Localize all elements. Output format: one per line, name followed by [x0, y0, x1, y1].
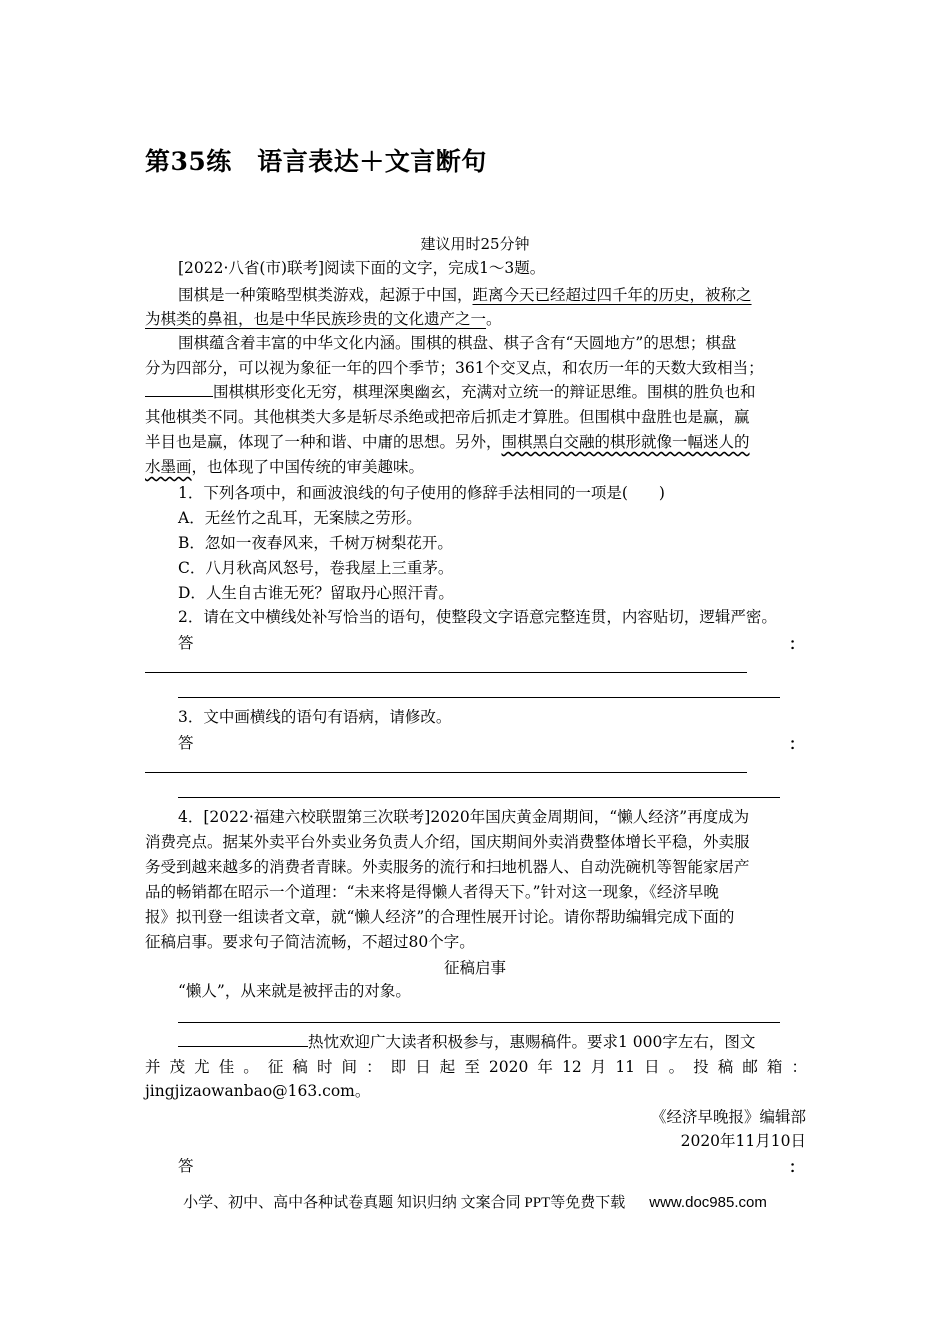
passage-line: [145, 308, 502, 330]
fill-blank[interactable]: [178, 1032, 308, 1047]
wavy-underlined-sentence: 围棋黑白交融的棋形就像一幅迷人的: [501, 433, 750, 451]
question-4-line: 4．[2022·福建六校联盟第三次联考]2020年国庆黄金周期间，“懒人经济”再度成为: [178, 808, 750, 826]
notice-line: 并茂尤佳。征稿时间：即日起至2020年12月11日。投稿邮箱：: [145, 1058, 807, 1076]
passage-line: [145, 381, 756, 403]
notice-signature: 《经济早晚报》编辑部: [650, 1108, 806, 1126]
notice-email: jingjizaowanbao@163.com。: [145, 1082, 371, 1100]
answer-line[interactable]: [145, 772, 747, 773]
passage-line: 其他棋类不同。其他棋类大多是斩尽杀绝或把帝后抓走才算胜。但围棋中盘胜也是赢，赢: [145, 408, 750, 426]
passage-text: 半目也是赢，体现了一种和谐、中庸的思想。另外，: [145, 433, 502, 451]
answer-line[interactable]: [145, 672, 747, 673]
question-4-line: 征稿启事。要求句子简洁流畅，不超过80个字。: [145, 933, 475, 951]
suggested-time: 建议用时25分钟: [420, 235, 530, 253]
answer-label: 答: [178, 734, 194, 752]
answer-label: 答: [178, 1157, 194, 1175]
underlined-sentence: 为棋类的鼻祖，也是中华民族珍贵的文化遗产之一: [145, 310, 487, 328]
underlined-sentence: 距离今天已经超过四千年的历史，被称之: [472, 286, 752, 304]
notice-line: “懒人”，从来就是被抨击的对象。: [178, 982, 411, 1000]
answer-colon: ：: [789, 1157, 805, 1176]
answer-line[interactable]: [178, 1022, 780, 1023]
footer-text: 小学、初中、高中各种试卷真题 知识归纳 文案合同 PPT等免费下载: [183, 1195, 626, 1211]
notice-title: 征稿启事: [443, 959, 506, 977]
option-a[interactable]: A．无丝竹之乱耳，无案牍之劳形。: [178, 509, 422, 527]
notice-line: [178, 1031, 755, 1053]
passage-text: 围棋是一种策略型棋类游戏，起源于中国，: [178, 286, 473, 304]
passage-line: 围棋蕴含着丰富的中华文化内涵。围棋的棋盘、棋子含有“天圆地方”的思想；棋盘: [178, 334, 737, 352]
question-4-line: 务受到越来越多的消费者青睐。外卖服务的流行和扫地机器人、自动洗碗机等智能家居产: [145, 858, 750, 876]
question-4-line: 报》拟刊登一组读者文章，就“懒人经济”的合理性展开讨论。请你帮助编辑完成下面的: [145, 908, 735, 926]
question-1-stem: 1．下列各项中，和画波浪线的句子使用的修辞手法相同的一项是( ): [178, 484, 665, 502]
option-d[interactable]: D．人生自古谁无死？留取丹心照汗青。: [178, 584, 454, 602]
intro-text: [2022·八省(市)联考]阅读下面的文字，完成1～3题。: [178, 259, 546, 277]
question-4-line: 品的畅销都在昭示一个道理：“未来将是得懒人者得天下。”针对这一现象，《经济早晚: [145, 883, 719, 901]
fill-blank[interactable]: [145, 382, 213, 397]
passage-text: ，也体现了中国传统的审美趣味。: [191, 458, 425, 476]
answer-colon: ：: [789, 634, 805, 653]
answer-line[interactable]: [178, 697, 780, 698]
footer: [0, 1191, 950, 1212]
answer-label: 答: [178, 634, 194, 652]
notice-text: 热忱欢迎广大读者积极参与，惠赐稿件。要求1 000字左右，图文: [308, 1033, 756, 1051]
passage-text: 。: [486, 310, 502, 328]
answer-colon: ：: [789, 734, 805, 753]
question-3-stem: 3．文中画横线的语句有语病，请修改。: [178, 708, 452, 726]
passage-text: 围棋棋形变化无穷，棋理深奥幽玄，充满对立统一的辩证思维。围棋的胜负也和: [213, 383, 756, 401]
passage-line: [145, 456, 424, 478]
passage-line: [178, 284, 752, 306]
option-b[interactable]: B．忽如一夜春风来，千树万树梨花开。: [178, 534, 453, 552]
page-title: 第35练 语言表达＋文言断句: [145, 147, 487, 176]
passage-line: 分为四部分，可以视为象征一年的四个季节；361个交叉点，和农历一年的天数大致相当；: [145, 359, 764, 377]
option-c[interactable]: C．八月秋高风怒号，卷我屋上三重茅。: [178, 559, 454, 577]
notice-date: 2020年11月10日: [680, 1132, 806, 1150]
wavy-underlined-sentence: 水墨画: [145, 458, 192, 476]
question-4-line: 消费亮点。据某外卖平台外卖业务负责人介绍，国庆期间外卖消费整体增长平稳，外卖服: [145, 833, 750, 851]
answer-line[interactable]: [178, 797, 780, 798]
question-2-stem: 2．请在文中横线处补写恰当的语句，使整段文字语意完整连贯，内容贴切，逻辑严密。: [178, 608, 777, 626]
passage-line: [145, 431, 750, 453]
footer-url[interactable]: www.doc985.com: [649, 1194, 767, 1211]
